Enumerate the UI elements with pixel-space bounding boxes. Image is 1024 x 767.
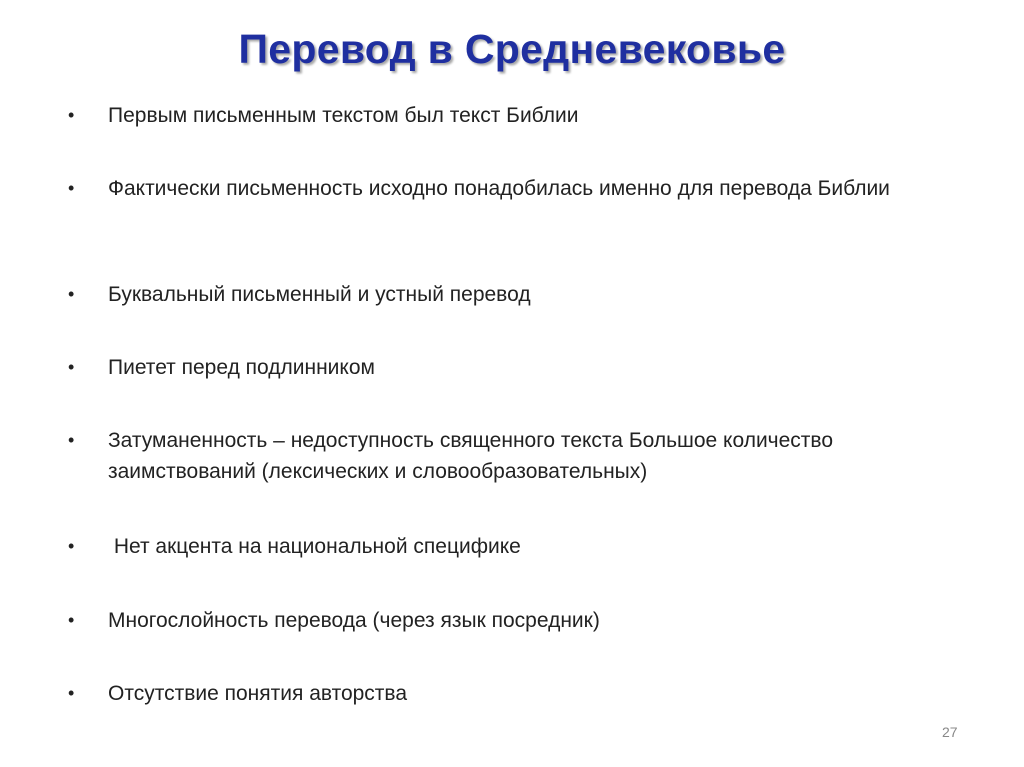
bullet-icon: • bbox=[68, 610, 75, 630]
page-number: 27 bbox=[942, 724, 958, 740]
bullet-icon: • bbox=[68, 536, 75, 556]
bullet-item-7 bbox=[68, 605, 948, 636]
bullet-text: Буквальный письменный и устный перевод bbox=[108, 283, 531, 306]
bullet-icon: • bbox=[68, 105, 75, 125]
bullet-text: Фактически письменность исходно понадобилась именно для перевода Библии bbox=[108, 177, 890, 200]
bullet-text: Пиетет перед подлинником bbox=[108, 356, 375, 379]
bullet-icon: • bbox=[68, 178, 75, 198]
bullet-item-5 bbox=[68, 425, 948, 487]
bullet-text: Затуманенность – недоступность священного текста Большое количество заимствований (лексических и словообразовательных) bbox=[108, 429, 834, 483]
bullet-text: Первым письменным текстом был текст Библии bbox=[108, 104, 579, 127]
bullet-text: Многослойность перевода (через язык посредник) bbox=[108, 609, 600, 632]
bullet-icon: • bbox=[68, 357, 75, 377]
bullet-icon: • bbox=[68, 284, 75, 304]
bullet-icon: • bbox=[68, 683, 75, 703]
bullet-item-1 bbox=[68, 100, 948, 131]
bullet-item-4 bbox=[68, 352, 948, 383]
bullet-item-6 bbox=[68, 531, 948, 562]
bullet-item-8 bbox=[68, 678, 948, 709]
bullet-text: Нет акцента на национальной специфике bbox=[108, 535, 521, 558]
bullet-item-3 bbox=[68, 279, 948, 310]
bullet-icon: • bbox=[68, 430, 75, 450]
bullet-item-2 bbox=[68, 173, 948, 204]
slide-title: Перевод в Средневековье bbox=[238, 26, 786, 72]
bullet-text: Отсутствие понятия авторства bbox=[108, 682, 408, 705]
